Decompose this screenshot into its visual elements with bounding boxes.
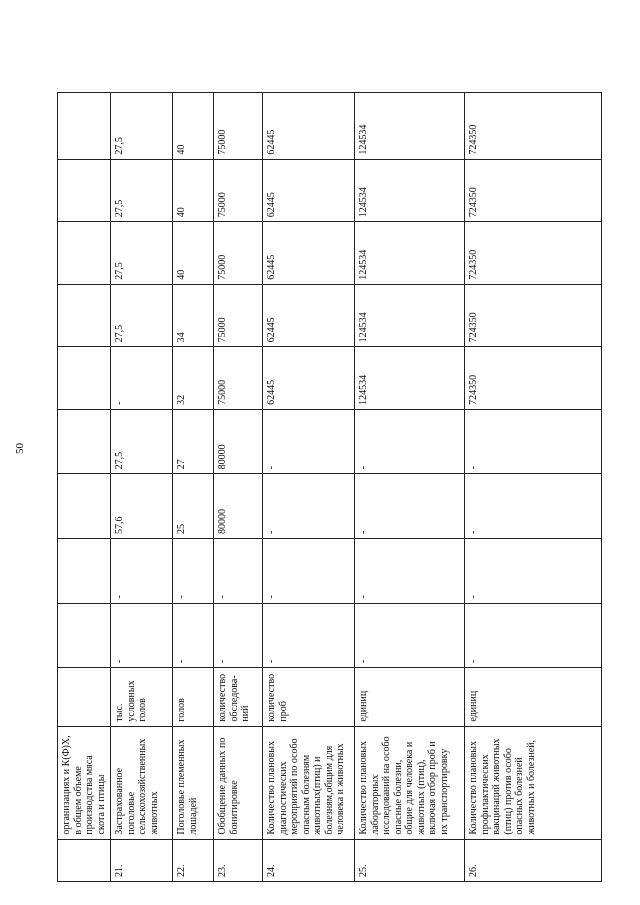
value-cell: -: [214, 538, 263, 603]
unit-cell: количество обследова-ний: [214, 668, 263, 727]
row-number-cell: 23.: [214, 839, 263, 881]
value-cell: 34: [173, 284, 214, 347]
row-number-cell: [58, 839, 111, 881]
value-cell: 75000: [214, 347, 263, 410]
value-cell: -: [111, 603, 173, 668]
value-cell: 124534: [355, 347, 465, 410]
value-cell: -: [263, 603, 355, 668]
value-cell: 724350: [465, 347, 602, 410]
value-cell: 75000: [214, 93, 263, 160]
value-cell: 40: [173, 159, 214, 222]
value-cell: 25: [173, 474, 214, 539]
table-row: [465, 93, 602, 882]
table-row: [355, 93, 465, 882]
table-row: [173, 93, 214, 882]
value-cell: -: [263, 474, 355, 539]
value-cell: 40: [173, 222, 214, 285]
value-cell: 75000: [214, 159, 263, 222]
value-cell: [58, 284, 111, 347]
unit-cell: единиц: [355, 668, 465, 727]
table-row: [111, 93, 173, 882]
value-cell: -: [355, 603, 465, 668]
value-cell: 57,6: [111, 474, 173, 539]
value-cell: -: [355, 474, 465, 539]
value-cell: 27: [173, 409, 214, 474]
rotated-table-container: [57, 92, 596, 882]
indicator-name-cell: Количество плановых лабораторных исследований на особо опасные болезни, общие для человека и животных (птиц), включая отбор проб и их транспортировку: [355, 726, 465, 839]
table-row: [58, 93, 111, 882]
value-cell: 27,5: [111, 159, 173, 222]
value-cell: 62445: [263, 222, 355, 285]
value-cell: -: [111, 538, 173, 603]
unit-cell: [58, 668, 111, 727]
unit-cell: единиц: [465, 668, 602, 727]
indicators-table: [57, 92, 602, 882]
value-cell: -: [465, 474, 602, 539]
value-cell: [58, 93, 111, 160]
value-cell: 62445: [263, 284, 355, 347]
value-cell: -: [173, 603, 214, 668]
table-row: [263, 93, 355, 882]
value-cell: -: [465, 538, 602, 603]
value-cell: 124534: [355, 284, 465, 347]
value-cell: 62445: [263, 159, 355, 222]
value-cell: [58, 409, 111, 474]
unit-cell: количество проб: [263, 668, 355, 727]
value-cell: 724350: [465, 284, 602, 347]
value-cell: 75000: [214, 284, 263, 347]
indicator-name-cell: Застрахованное поголовье сельскохозяйственных животных: [111, 726, 173, 839]
value-cell: 724350: [465, 159, 602, 222]
value-cell: -: [214, 603, 263, 668]
table-row: [214, 93, 263, 882]
row-number-cell: 25.: [355, 839, 465, 881]
value-cell: [58, 159, 111, 222]
value-cell: 124534: [355, 159, 465, 222]
value-cell: [58, 222, 111, 285]
value-cell: 62445: [263, 93, 355, 160]
value-cell: -: [355, 538, 465, 603]
value-cell: -: [173, 538, 214, 603]
value-cell: 40: [173, 93, 214, 160]
value-cell: 124534: [355, 93, 465, 160]
value-cell: 724350: [465, 93, 602, 160]
value-cell: [58, 474, 111, 539]
value-cell: 27,5: [111, 284, 173, 347]
value-cell: -: [263, 409, 355, 474]
indicator-name-cell: Количество плановых профилактических вакцинаций животных (птиц) против особо опасных болезней животных и болезней,: [465, 726, 602, 839]
value-cell: 75000: [214, 222, 263, 285]
value-cell: -: [263, 538, 355, 603]
page-number: 50: [14, 443, 26, 454]
value-cell: -: [355, 409, 465, 474]
indicator-name-cell: Обобщение данных по бонитировке: [214, 726, 263, 839]
value-cell: -: [465, 603, 602, 668]
value-cell: [58, 347, 111, 410]
value-cell: 27,5: [111, 409, 173, 474]
value-cell: -: [111, 347, 173, 410]
value-cell: [58, 538, 111, 603]
indicator-name-cell: Количество плановых диагностических мероприятий по особо опасным болезням животных(птиц) и болезням,общим для человека и животных: [263, 726, 355, 839]
value-cell: -: [465, 409, 602, 474]
value-cell: 32: [173, 347, 214, 410]
value-cell: 80000: [214, 409, 263, 474]
row-number-cell: 24.: [263, 839, 355, 881]
row-number-cell: 26.: [465, 839, 602, 881]
value-cell: 124534: [355, 222, 465, 285]
indicator-name-cell: Поголовье племенных лошадей: [173, 726, 214, 839]
unit-cell: голов: [173, 668, 214, 727]
row-number-cell: 22.: [173, 839, 214, 881]
value-cell: 62445: [263, 347, 355, 410]
value-cell: [58, 603, 111, 668]
unit-cell: тыс. условных голов: [111, 668, 173, 727]
value-cell: 27,5: [111, 93, 173, 160]
value-cell: 27,5: [111, 222, 173, 285]
indicator-name-cell: организациях и К(Ф)Х, в общем объеме производства мяса скота и птицы: [58, 726, 111, 839]
value-cell: 724350: [465, 222, 602, 285]
row-number-cell: 21.: [111, 839, 173, 881]
value-cell: 80000: [214, 474, 263, 539]
